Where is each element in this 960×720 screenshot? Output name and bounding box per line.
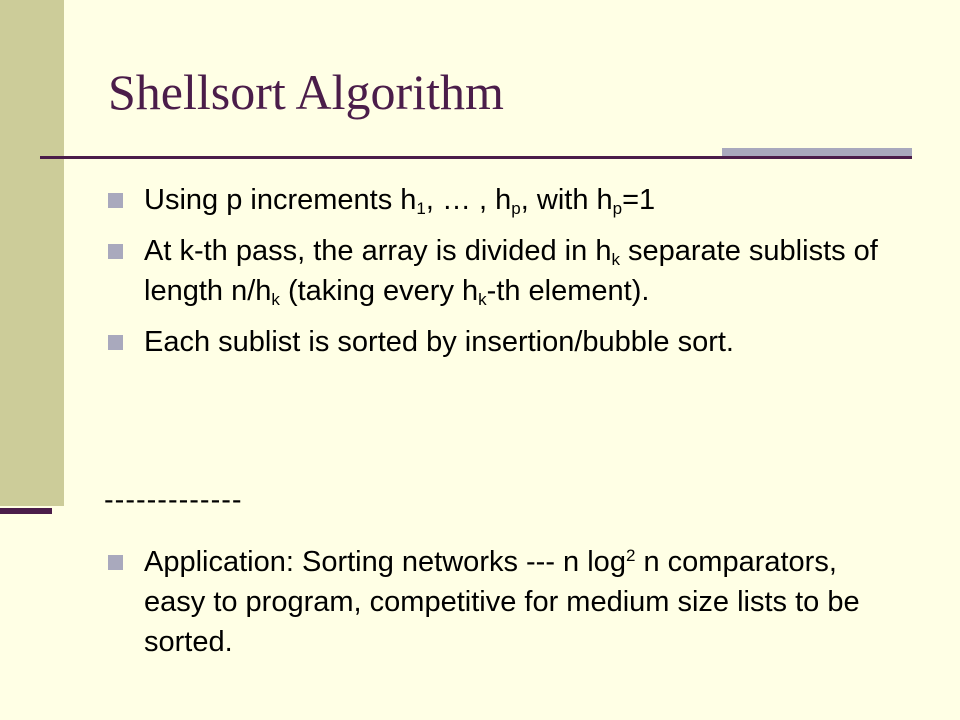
superscript: 2: [625, 546, 636, 565]
bullet-text: separate sublists of length n/h: [144, 235, 878, 307]
title-rule: [40, 156, 912, 159]
left-decor-stub: [0, 508, 52, 514]
bullet-text: , … , h: [425, 184, 512, 216]
bullet-list-application: [104, 542, 904, 662]
bullet-square-icon: [108, 244, 123, 259]
bullet-text: =1: [622, 184, 656, 216]
subscript: p: [511, 199, 521, 218]
subscript: 1: [416, 199, 426, 218]
subscript: p: [612, 199, 623, 218]
subscript: k: [478, 290, 487, 309]
bullet-text: -th element).: [486, 275, 650, 307]
bullet-text: At k-th pass, the array is divided in h: [144, 235, 612, 267]
bullet-list: [104, 180, 904, 362]
separator-dashes: -------------: [104, 484, 243, 516]
slide-title: Shellsort Algorithm: [108, 64, 504, 120]
bullet-text: Application: Sorting networks --- n log: [144, 546, 626, 578]
left-decor-band: [0, 0, 64, 506]
bullet-text: , with h: [520, 184, 613, 216]
bullet-text: (taking every h: [279, 275, 479, 307]
bullet-kth-pass: [104, 231, 904, 311]
bullet-sublist-sort: [104, 322, 904, 362]
bullet-increments: [104, 180, 904, 220]
bullet-application: [104, 542, 904, 662]
bullet-text: Using p increments h: [144, 184, 417, 216]
bullet-text: n comparators, easy to program, competitive for medium size lists to be sorted.: [144, 546, 860, 658]
bullet-square-icon: [108, 555, 123, 570]
bullet-square-icon: [108, 193, 123, 208]
bullet-text: Each sublist is sorted by insertion/bubble sort.: [144, 326, 734, 358]
bullet-square-icon: [108, 335, 123, 350]
subscript: k: [611, 250, 620, 269]
subscript: k: [271, 290, 280, 309]
